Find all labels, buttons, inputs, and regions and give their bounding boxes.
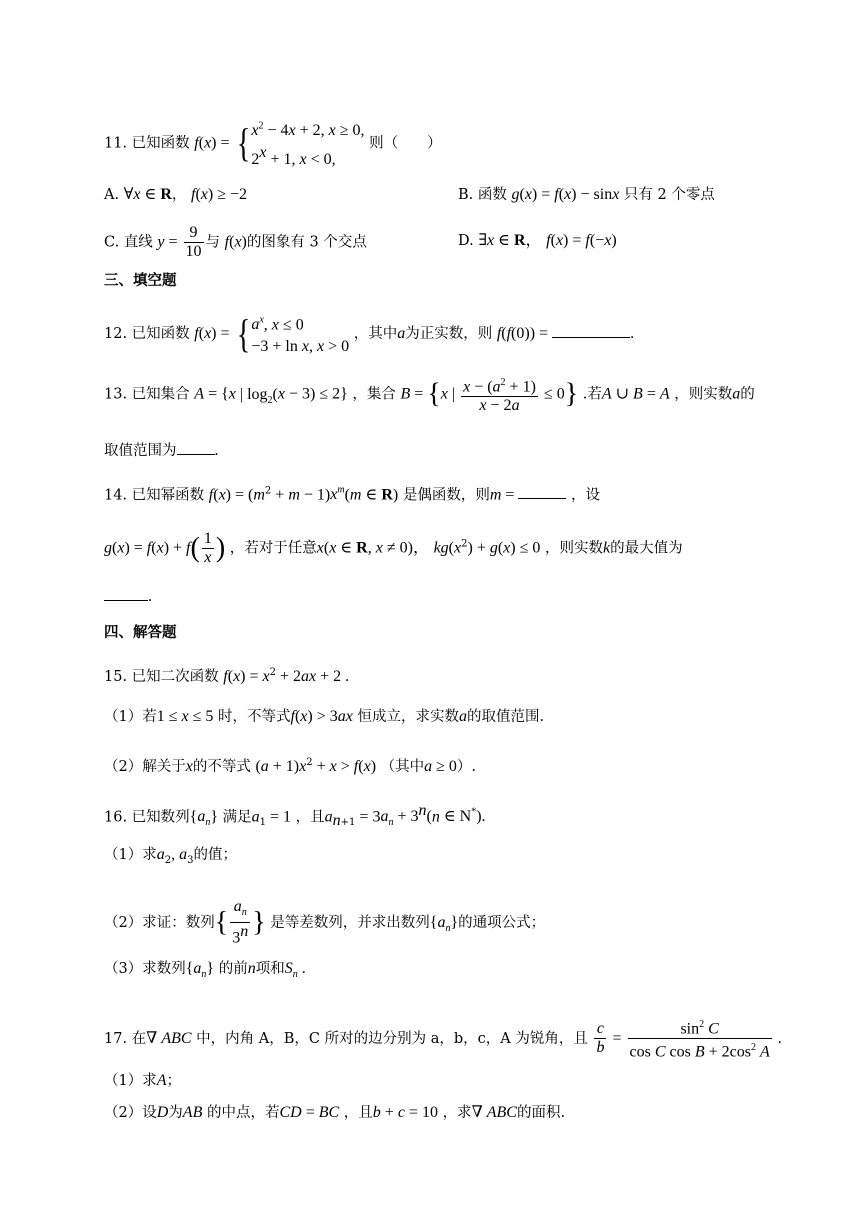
q17-part2: （2）设D为AB 的中点，若CD = BC ，且b + c = 10 ，求∇ ABC的面积. xyxy=(104,1104,566,1121)
q16-part2: （2）求证：数列{ $\frac{a_n}{3^n}$ } 是等差数列，并求出数列$\{a_n\}$的通项公式； xyxy=(104,898,546,947)
q11-option-c: C. 直线 y = $\frac{9}{10}$ 与 f(x)的图象有 3 个交点 xyxy=(104,224,367,260)
q11-option-d: D. ∃x ∈ R， f(x) = f(−x) xyxy=(458,232,617,249)
question-16: 16. 已知数列$\{a_n\}$ 满足$a_1 = 1$ ，且$a_{n+1} = 3a_n + 3^n(n$ ∈ N*). xyxy=(104,802,486,830)
section-4-title: 四、解答题 xyxy=(104,624,177,641)
q16-part1: （1）求$a_2$, $a_3$的值； xyxy=(104,846,237,866)
q11-then: 则（ ） xyxy=(369,135,442,152)
section-3-title: 三、填空题 xyxy=(104,272,177,289)
q13-line2: 取值范围为 . xyxy=(104,442,219,459)
question-14: 14. 已知幂函数 $f(x) = (m^2 + m - 1)x^m(m$ ∈ R) 是偶函数，则m = ，设 xyxy=(104,485,601,504)
question-11: 11. 已知函数 $f(x) = \{x^2 - 4x + 2$, x ≥ 0, $2^x + 1$, x < 0, 则（ ） xyxy=(104,120,442,168)
q14-line2: g(x) = f(x) + f( $\frac{1}{x}$ ) ，若对于任意x(x ∈ R, x ≠ 0)， $kg(x^2) + g(x) \le 0$ ，则实数k的最大值为 xyxy=(104,530,683,566)
q16-part3: （3）求数列$\{a_n\}$ 的前n项和$S_n$ . xyxy=(104,960,306,981)
q15-part2: （2）解关于x的不等式 $(a + 1)x^2 + x > f(x)$ （其中a ≥ 0）. xyxy=(104,757,477,775)
q11-stem: 11. 已知函数 xyxy=(104,135,190,152)
q11-option-a: A. ∀x ∈ R， f(x) ≥ −2 xyxy=(104,186,248,203)
question-12: 12. 已知函数 $f(x) = \{a^x$, x ≤ 0 −3 + ln x, x > 0 ，其中a为正实数，则 f(f(0)) = . xyxy=(104,311,635,357)
question-17: 17. 在∇ ABC 中，内角 A，B，C 所对的边分别为 a，b，c，A 为锐角，且 $\frac{c}{b}$ = $\frac{\sin^2 C}{\cos C \cos B + 2\cos^2 A}$ . xyxy=(104,1016,782,1062)
q15-part1: （1）若1 ≤ x ≤ 5 时，不等式f(x) > 3ax 恒成立，求实数a的取值范围. xyxy=(104,708,545,725)
q14-line3: . xyxy=(104,586,152,608)
question-13: 13. 已知集合 A = {x | $\log_2(x - 3) \le 2$} ，集合 B = {x | $\frac{x - (a^2 + 1)}{x - 2a}$ ≤ 0} .若A ∪ B = A ，则实数a的 xyxy=(104,374,755,415)
q11-option-b: B. 函数 g(x) = f(x) − sinx 只有 2 个零点 xyxy=(458,186,715,203)
q17-part1: （1）求A； xyxy=(104,1072,182,1089)
question-15: 15. 已知二次函数 $f(x) = x^2 + 2ax + 2$ . xyxy=(104,667,350,685)
